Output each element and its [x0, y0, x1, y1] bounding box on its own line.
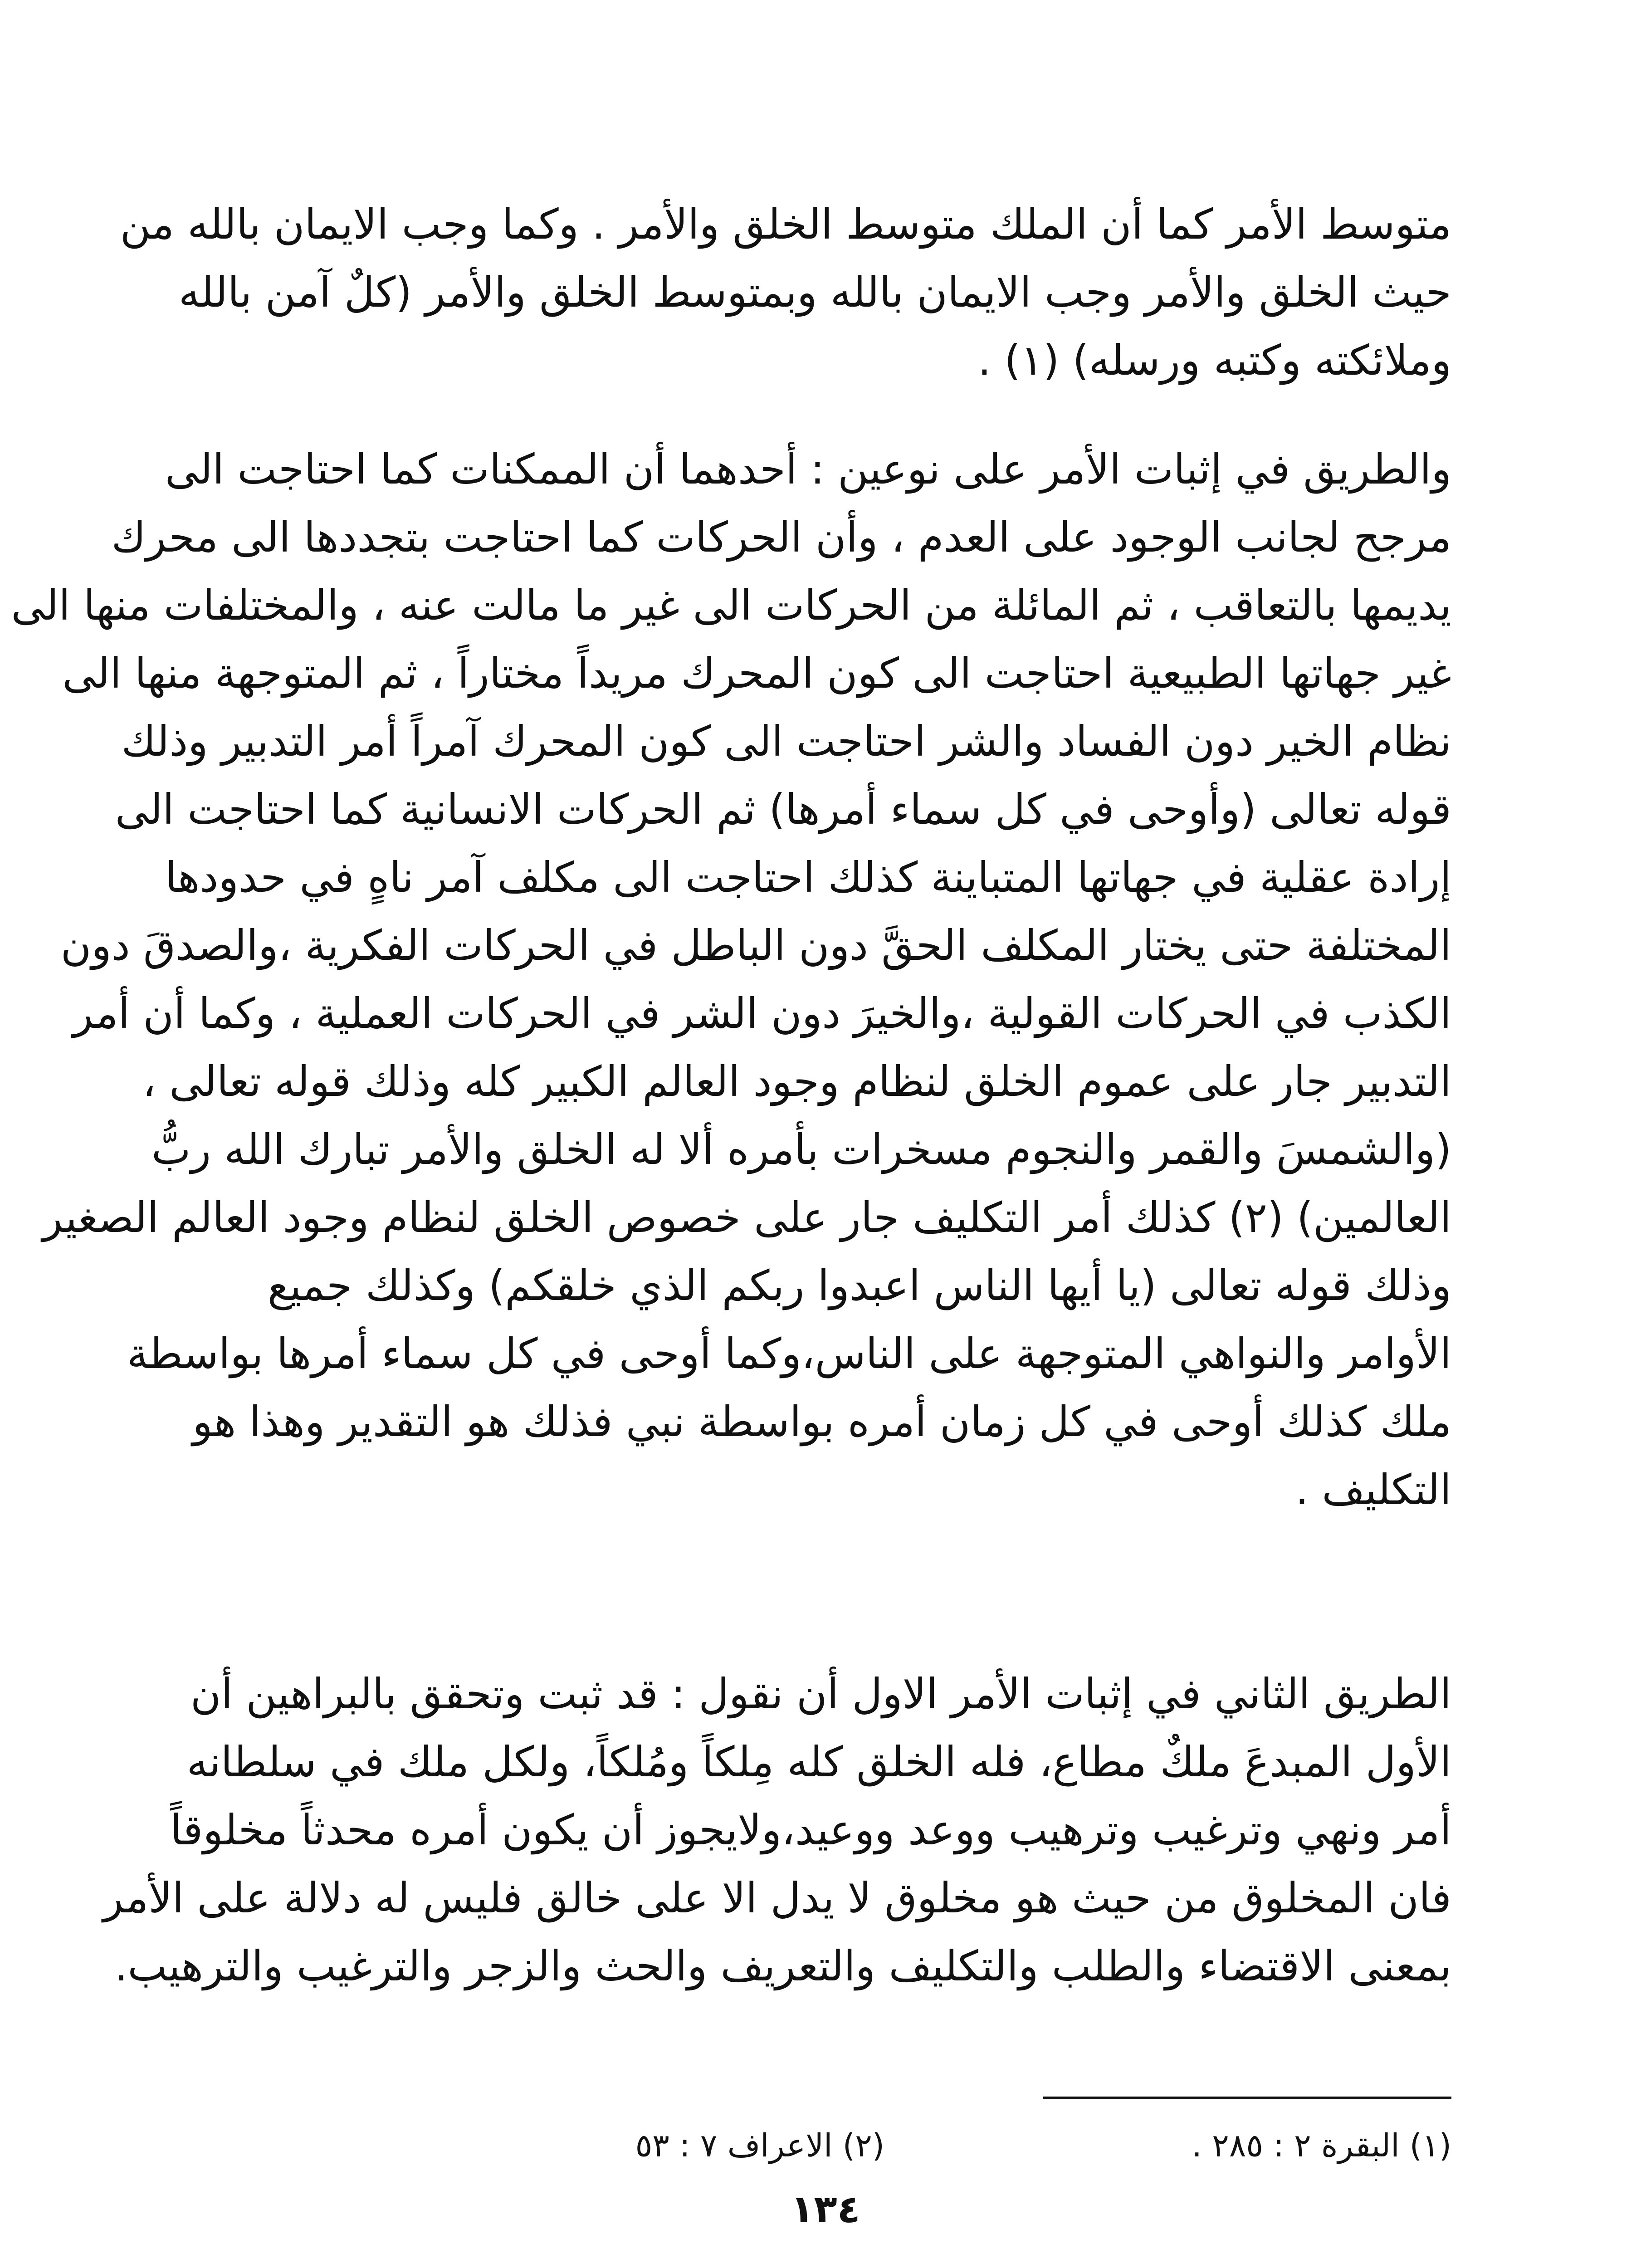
- page-number: ١٣٤: [791, 2187, 860, 2231]
- text-line: ملك كذلك أوحى في كل زمان أمره بواسطة نبي فذلك هو التقدير وهذا هو: [192, 1398, 1451, 1446]
- text-line: غير جهاتها الطبيعية احتاجت الى كون المحرك مريداً مختاراً ، ثم المتوجهة منها الى: [62, 649, 1451, 698]
- text-line: أمر ونهي وترغيب وترهيب ووعد ووعيد،ولايجوز أن يكون أمره محدثاً مخلوقاً: [170, 1806, 1451, 1854]
- text-line: قوله تعالى (وأوحى في كل سماء أمرها) ثم الحركات الانسانية كما احتاجت الى: [115, 785, 1451, 834]
- text-line: وذلك قوله تعالى (يا أيها الناس اعبدوا ربكم الذي خلقكم) وكذلك جميع: [267, 1261, 1451, 1310]
- text-line: متوسط الأمر كما أن الملك متوسط الخلق والأمر . وكما وجب الايمان بالله من: [120, 200, 1451, 249]
- text-line: والطريق في إثبات الأمر على نوعين : أحدهما أن الممكنات كما احتاجت الى: [165, 445, 1451, 494]
- text-line: الطريق الثاني في إثبات الأمر الاول أن نقول : قد ثبت وتحقق بالبراهين أن: [190, 1670, 1451, 1718]
- footnote-divider: [1043, 2097, 1451, 2099]
- text-line: المختلفة حتى يختار المكلف الحقَّ دون الباطل في الحركات الفكرية ،والصدقَ دون: [60, 921, 1451, 970]
- text-line: الكذب في الحركات القولية ،والخيرَ دون الشر في الحركات العملية ، وكما أن أمر: [73, 989, 1451, 1038]
- text-line: حيث الخلق والأمر وجب الايمان بالله وبمتوسط الخلق والأمر (كلٌ آمن بالله: [178, 268, 1451, 317]
- text-line: وملائكته وكتبه ورسله) (١) .: [977, 336, 1451, 385]
- text-line: بمعنى الاقتضاء والطلب والتكليف والتعريف والحث والزجر والترغيب والترهيب.: [114, 1942, 1451, 1990]
- text-line: العالمين) (٢) كذلك أمر التكليف جار على خصوص الخلق لنظام وجود العالم الصغير: [42, 1193, 1451, 1242]
- footnote-1: (١) البقرة ٢ : ٢٨٥ .: [1192, 2127, 1451, 2164]
- text-line: يديمها بالتعاقب ، ثم المائلة من الحركات الى غير ما مالت عنه ، والمختلفات منها الى: [11, 581, 1451, 630]
- footnote-2: (٢) الاعراف ٧ : ٥٣: [635, 2127, 884, 2164]
- text-line: الأول المبدعَ ملكٌ مطاع، فله الخلق كله مِلكاً ومُلكاً، ولكل ملك في سلطانه: [186, 1738, 1451, 1786]
- text-line: مرجح لجانب الوجود على العدم ، وأن الحركات كما احتاجت بتجددها الى محرك: [111, 513, 1451, 562]
- paragraph-3: [103, 1660, 1451, 2000]
- paragraph-1: [120, 191, 1451, 395]
- text-line: فان المخلوق من حيث هو مخلوق لا يدل الا على خالق فليس له دلالة على الأمر: [103, 1874, 1451, 1922]
- text-line: التدبير جار على عموم الخلق لنظام وجود العالم الكبير كله وذلك قوله تعالى ،: [142, 1057, 1451, 1106]
- footnotes: [363, 2114, 1451, 2177]
- text-line: التكليف .: [1295, 1466, 1451, 1514]
- text-line: إرادة عقلية في جهاتها المتباينة كذلك احتاجت الى مكلف آمر ناهٍ في حدودها: [165, 853, 1451, 902]
- text-line: نظام الخير دون الفساد والشر احتاجت الى كون المحرك آمراً أمر التدبير وذلك: [121, 717, 1451, 766]
- text-line: (والشمسَ والقمر والنجوم مسخرات بأمره ألا له الخلق والأمر تبارك الله ربُّ: [151, 1125, 1451, 1174]
- paragraph-2: [11, 435, 1451, 1524]
- text-line: الأوامر والنواهي المتوجهة على الناس،وكما أوحى في كل سماء أمرها بواسطة: [127, 1330, 1451, 1378]
